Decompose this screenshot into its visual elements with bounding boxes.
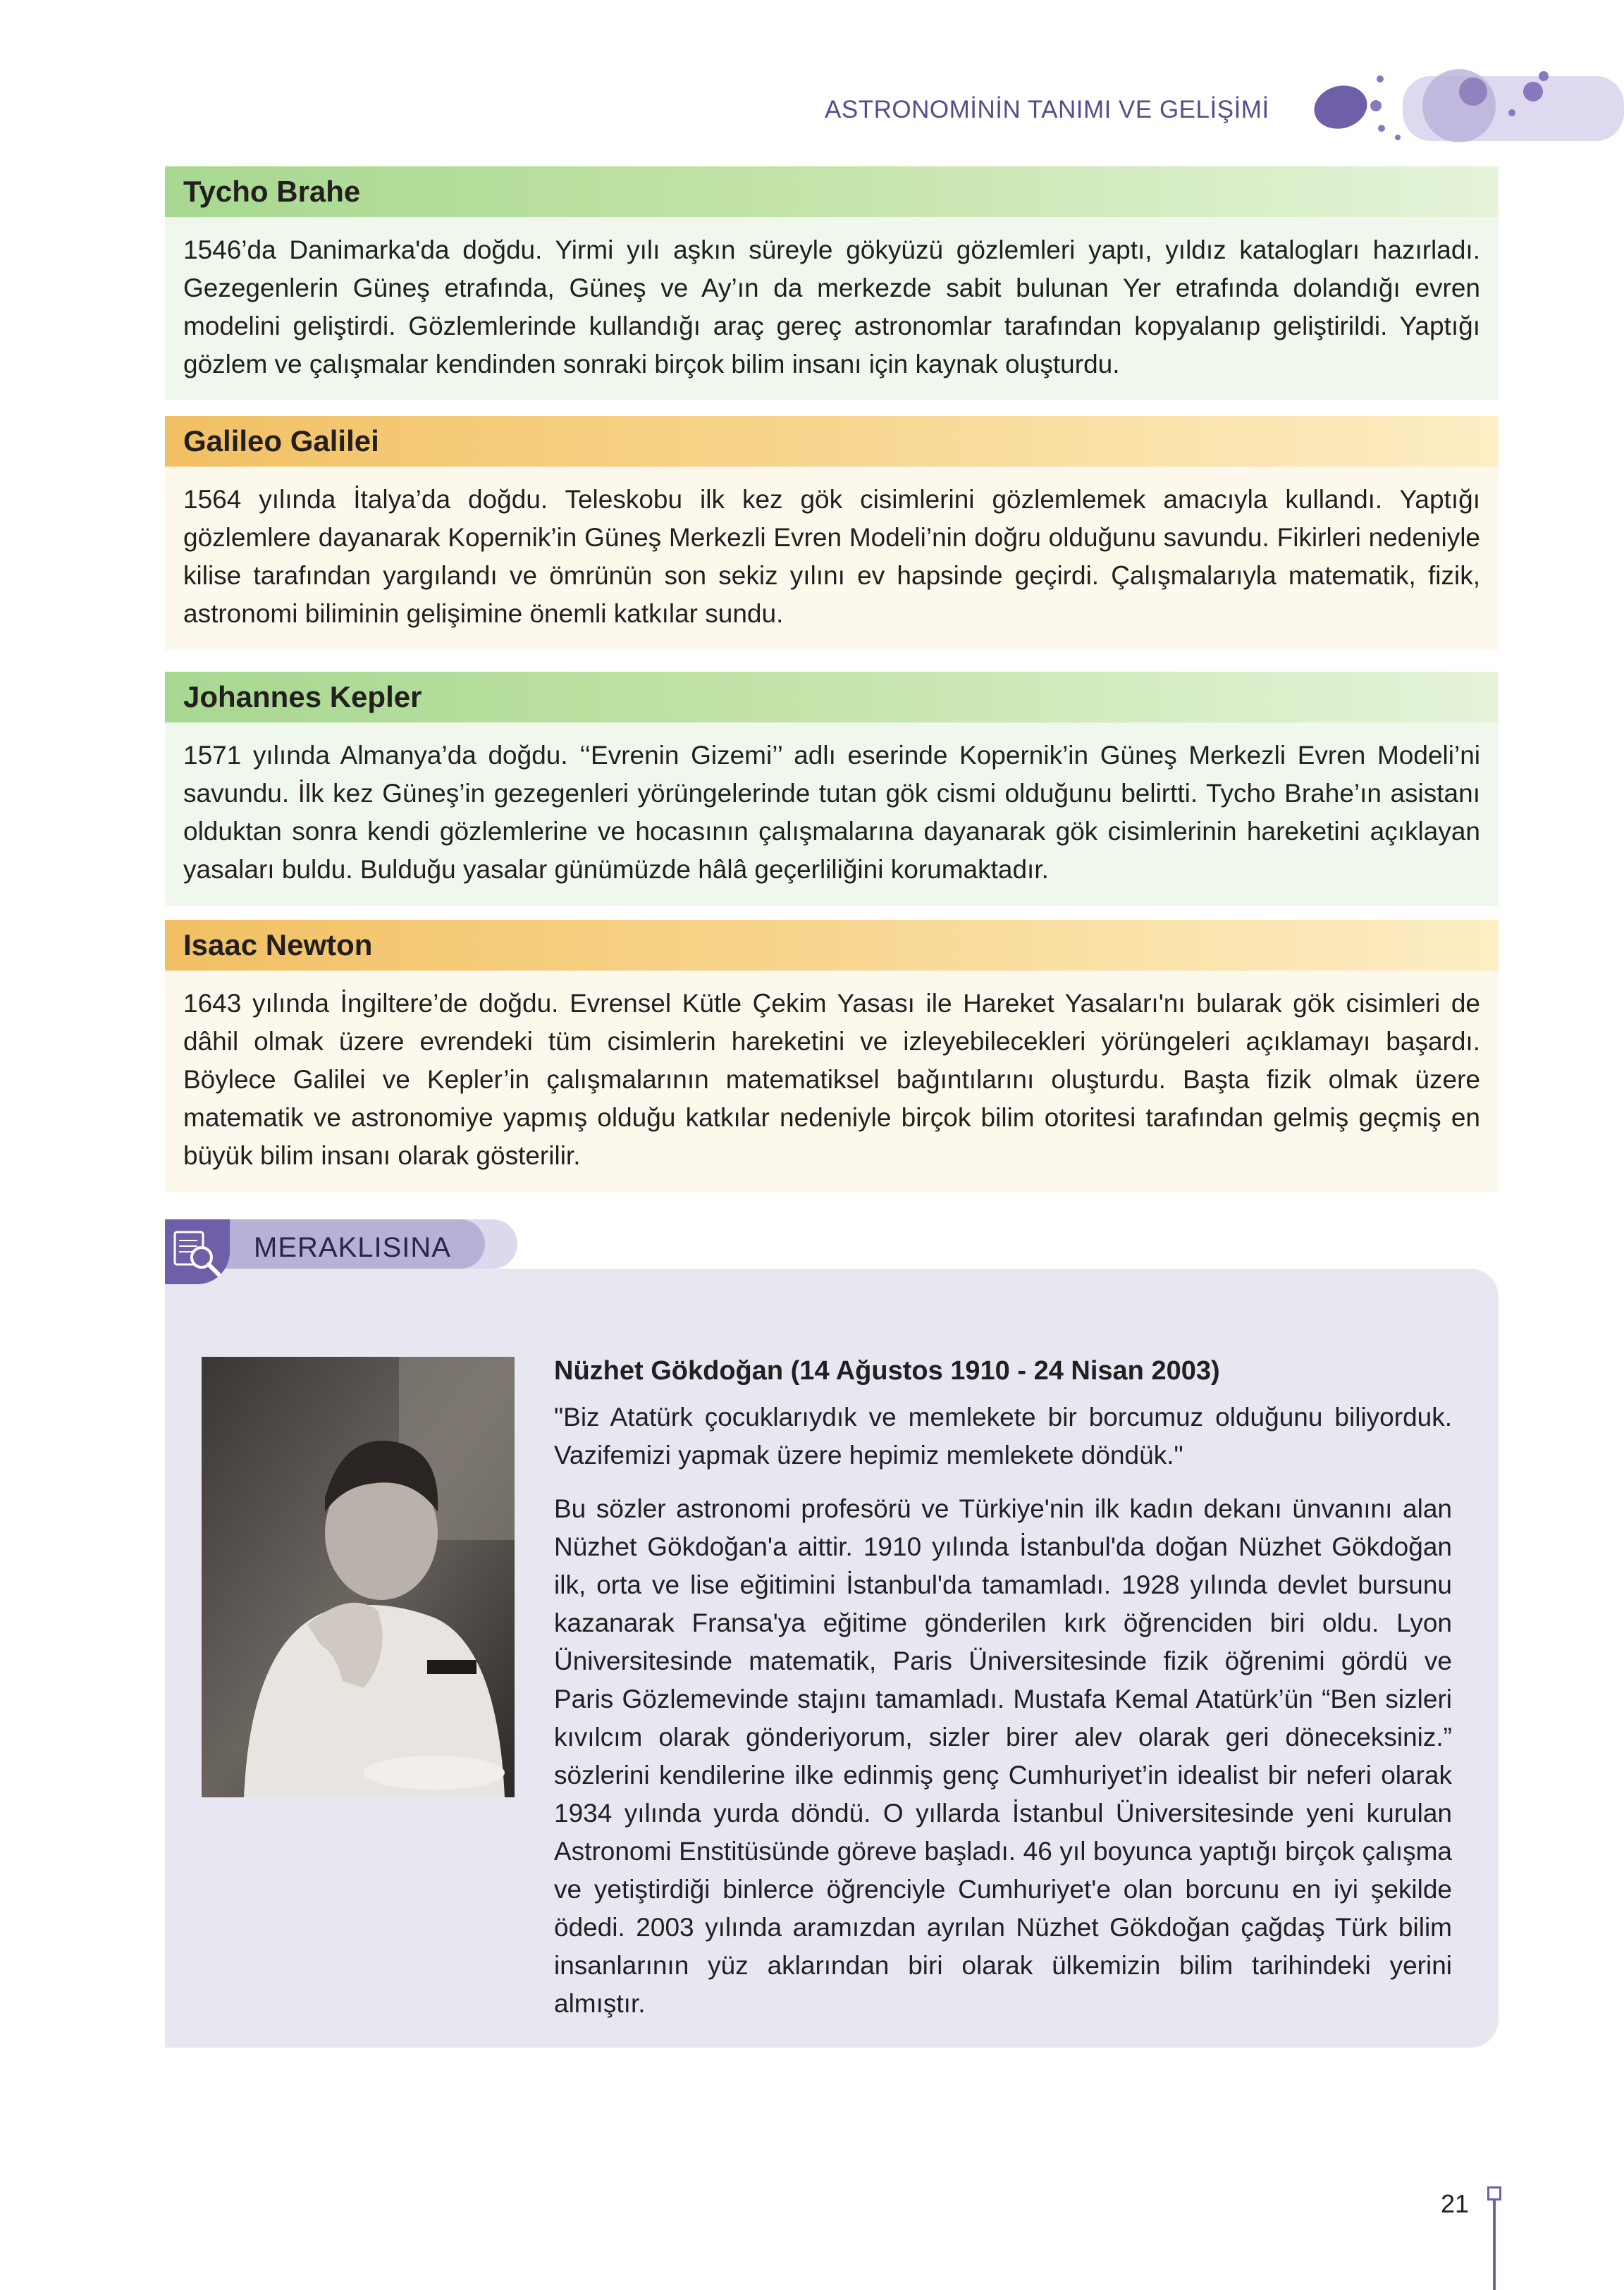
section-johannes-kepler bbox=[165, 672, 1499, 906]
chapter-title: ASTRONOMİNİN TANIMI VE GELİŞİMİ bbox=[825, 96, 1269, 123]
section-heading: Isaac Newton bbox=[165, 920, 1499, 971]
section-galileo-galilei bbox=[165, 416, 1499, 650]
section-text: 1564 yılında İtalya’da doğdu. Teleskobu ilk kez gök cisimlerini gözlemlemek amacıyla kullandı. Yaptığı gözlemlere dayanarak Kopernik’in Güneş Merkezli Evren Modeli’nin doğru olduğunu savundu. Fikirleri nedeniyle kilise tarafından yargılandı ve ömrünün son sekiz yılını ev hapsinde geçirdi. Çalışmalarıyla matematik, fizik, astronomi biliminin gelişimine önemli katkılar sundu. bbox=[183, 485, 1480, 628]
section-text: 1643 yılında İngiltere’de doğdu. Evrensel Kütle Çekim Yasası ile Hareket Yasaları'nı bularak gök cisimleri de dâhil olmak üzere evrendeki tüm cisimlerin hareketini ve izleyebilecekleri yörüngeleri açıklamayı başardı. Böylece Galilei ve Kepler’in çalışmalarının matematiksel bağıntılarını oluşturdu. Başta fizik olmak üzere matematik ve astronomiye yapmış olduğu katkılar nedeniyle birçok bilim otoritesi tarafından gelmiş geçmiş en büyük bilim insanı olarak gösterilir. bbox=[183, 989, 1480, 1170]
section-text: 1546’da Danimarka'da doğdu. Yirmi yılı aşkın süreyle gökyüzü gözlemleri yaptı, yıldız katalogları hazırladı. Gezegenlerin Güneş etrafında, Güneş ve Ay’ın da merkezde sabit bulunan Yer etrafında dolandığı evren modelini geliştirdi. Gözlemlerinde kullandığı araç gereç astronomlar tarafından kopyalanıp geliştirildi. Yaptığı gözlem ve çalışmalar kendinden sonraki birçok bilim insanı için kaynak oluşturdu. bbox=[183, 235, 1480, 378]
meraklisina-text bbox=[554, 1352, 1452, 2038]
meraklisina-quote: "Biz Atatürk çocuklarıydık ve memlekete bir borcumuz olduğunu biliyorduk. Vazifemizi yapmak üzere hepimiz memlekete döndük." bbox=[554, 1403, 1452, 1470]
header-decoration bbox=[1297, 63, 1624, 155]
meraklisina-body: Bu sözler astronomi profesörü ve Türkiye'nin ilk kadın dekanı ünvanını alan Nüzhet Gökdoğan'a aittir. 1910 yılında İstanbul'da doğan Nüzhet Gökdoğan ilk, orta ve lise eğitimini İstanbul'da tamamladı. 1928 yılında devlet bursunu kazanarak Fransa'ya eğitime gönderilen kırk öğrenciden biri oldu. Lyon Üniversitesinde matematik, Paris Üniversitesinde fizik öğrenimi gördü ve Paris Gözlemevinde stajını tamamladı. Mustafa Kemal Atatürk’ün “Ben sizleri kıvılcım olarak gönderiyorum, sizler birer alev olarak geri döneceksiniz.” sözlerini kendilerine ilke edinmiş genç Cumhuriyet’in idealist bir neferi olarak 1934 yılında yurda döndü. O yıllarda İstanbul Üniversitesinde yeni kurulan Astronomi Enstitüsünde göreve başladı. 46 yıl boyunca yaptığı birçok çalışma ve yetiştirdiği binlerce öğrenciyle Cumhuriyet'e olan borcunu en iyi şekilde ödedi. 2003 yılında aramızdan ayrılan Nüzhet Gökdoğan çağdaş Türk bilim insanlarının yüz aklarından biri olarak ülkemizin bilim tarihindeki yerini almıştır. bbox=[554, 1494, 1452, 2018]
page-marker-line bbox=[1493, 2191, 1496, 2290]
portrait-photo bbox=[202, 1357, 515, 1797]
magnifier-icon bbox=[165, 1219, 230, 1284]
section-isaac-newton bbox=[165, 920, 1499, 1192]
section-heading: Galileo Galilei bbox=[165, 416, 1499, 467]
page-number: 21 bbox=[1441, 2189, 1470, 2218]
meraklisina-label: MERAKLISINA bbox=[254, 1232, 451, 1263]
page-marker bbox=[1487, 2186, 1501, 2200]
section-text: 1571 yılında Almanya’da doğdu. ‘‘Evrenin Gizemi’’ adlı eserinde Kopernik’in Güneş Merkezli Evren Modeli’ni savundu. İlk kez Güneş’in gezegenleri yörüngelerinde tutan gök cismi olduğunu belirtti. Tycho Brahe’ın asistanı olduktan sonra kendi gözlemlerine ve hocasının çalışmalarına dayanarak gök cisimlerinin hareketini açıklayan yasaları buldu. Bulduğu yasalar günümüzde hâlâ geçerliliğini korumaktadır. bbox=[183, 741, 1480, 884]
section-tycho-brahe bbox=[165, 166, 1499, 400]
meraklisina-title: Nüzhet Gökdoğan (14 Ağustos 1910 - 24 Nisan 2003) bbox=[554, 1356, 1220, 1386]
section-heading: Tycho Brahe bbox=[165, 166, 1499, 217]
section-heading: Johannes Kepler bbox=[165, 672, 1499, 722]
